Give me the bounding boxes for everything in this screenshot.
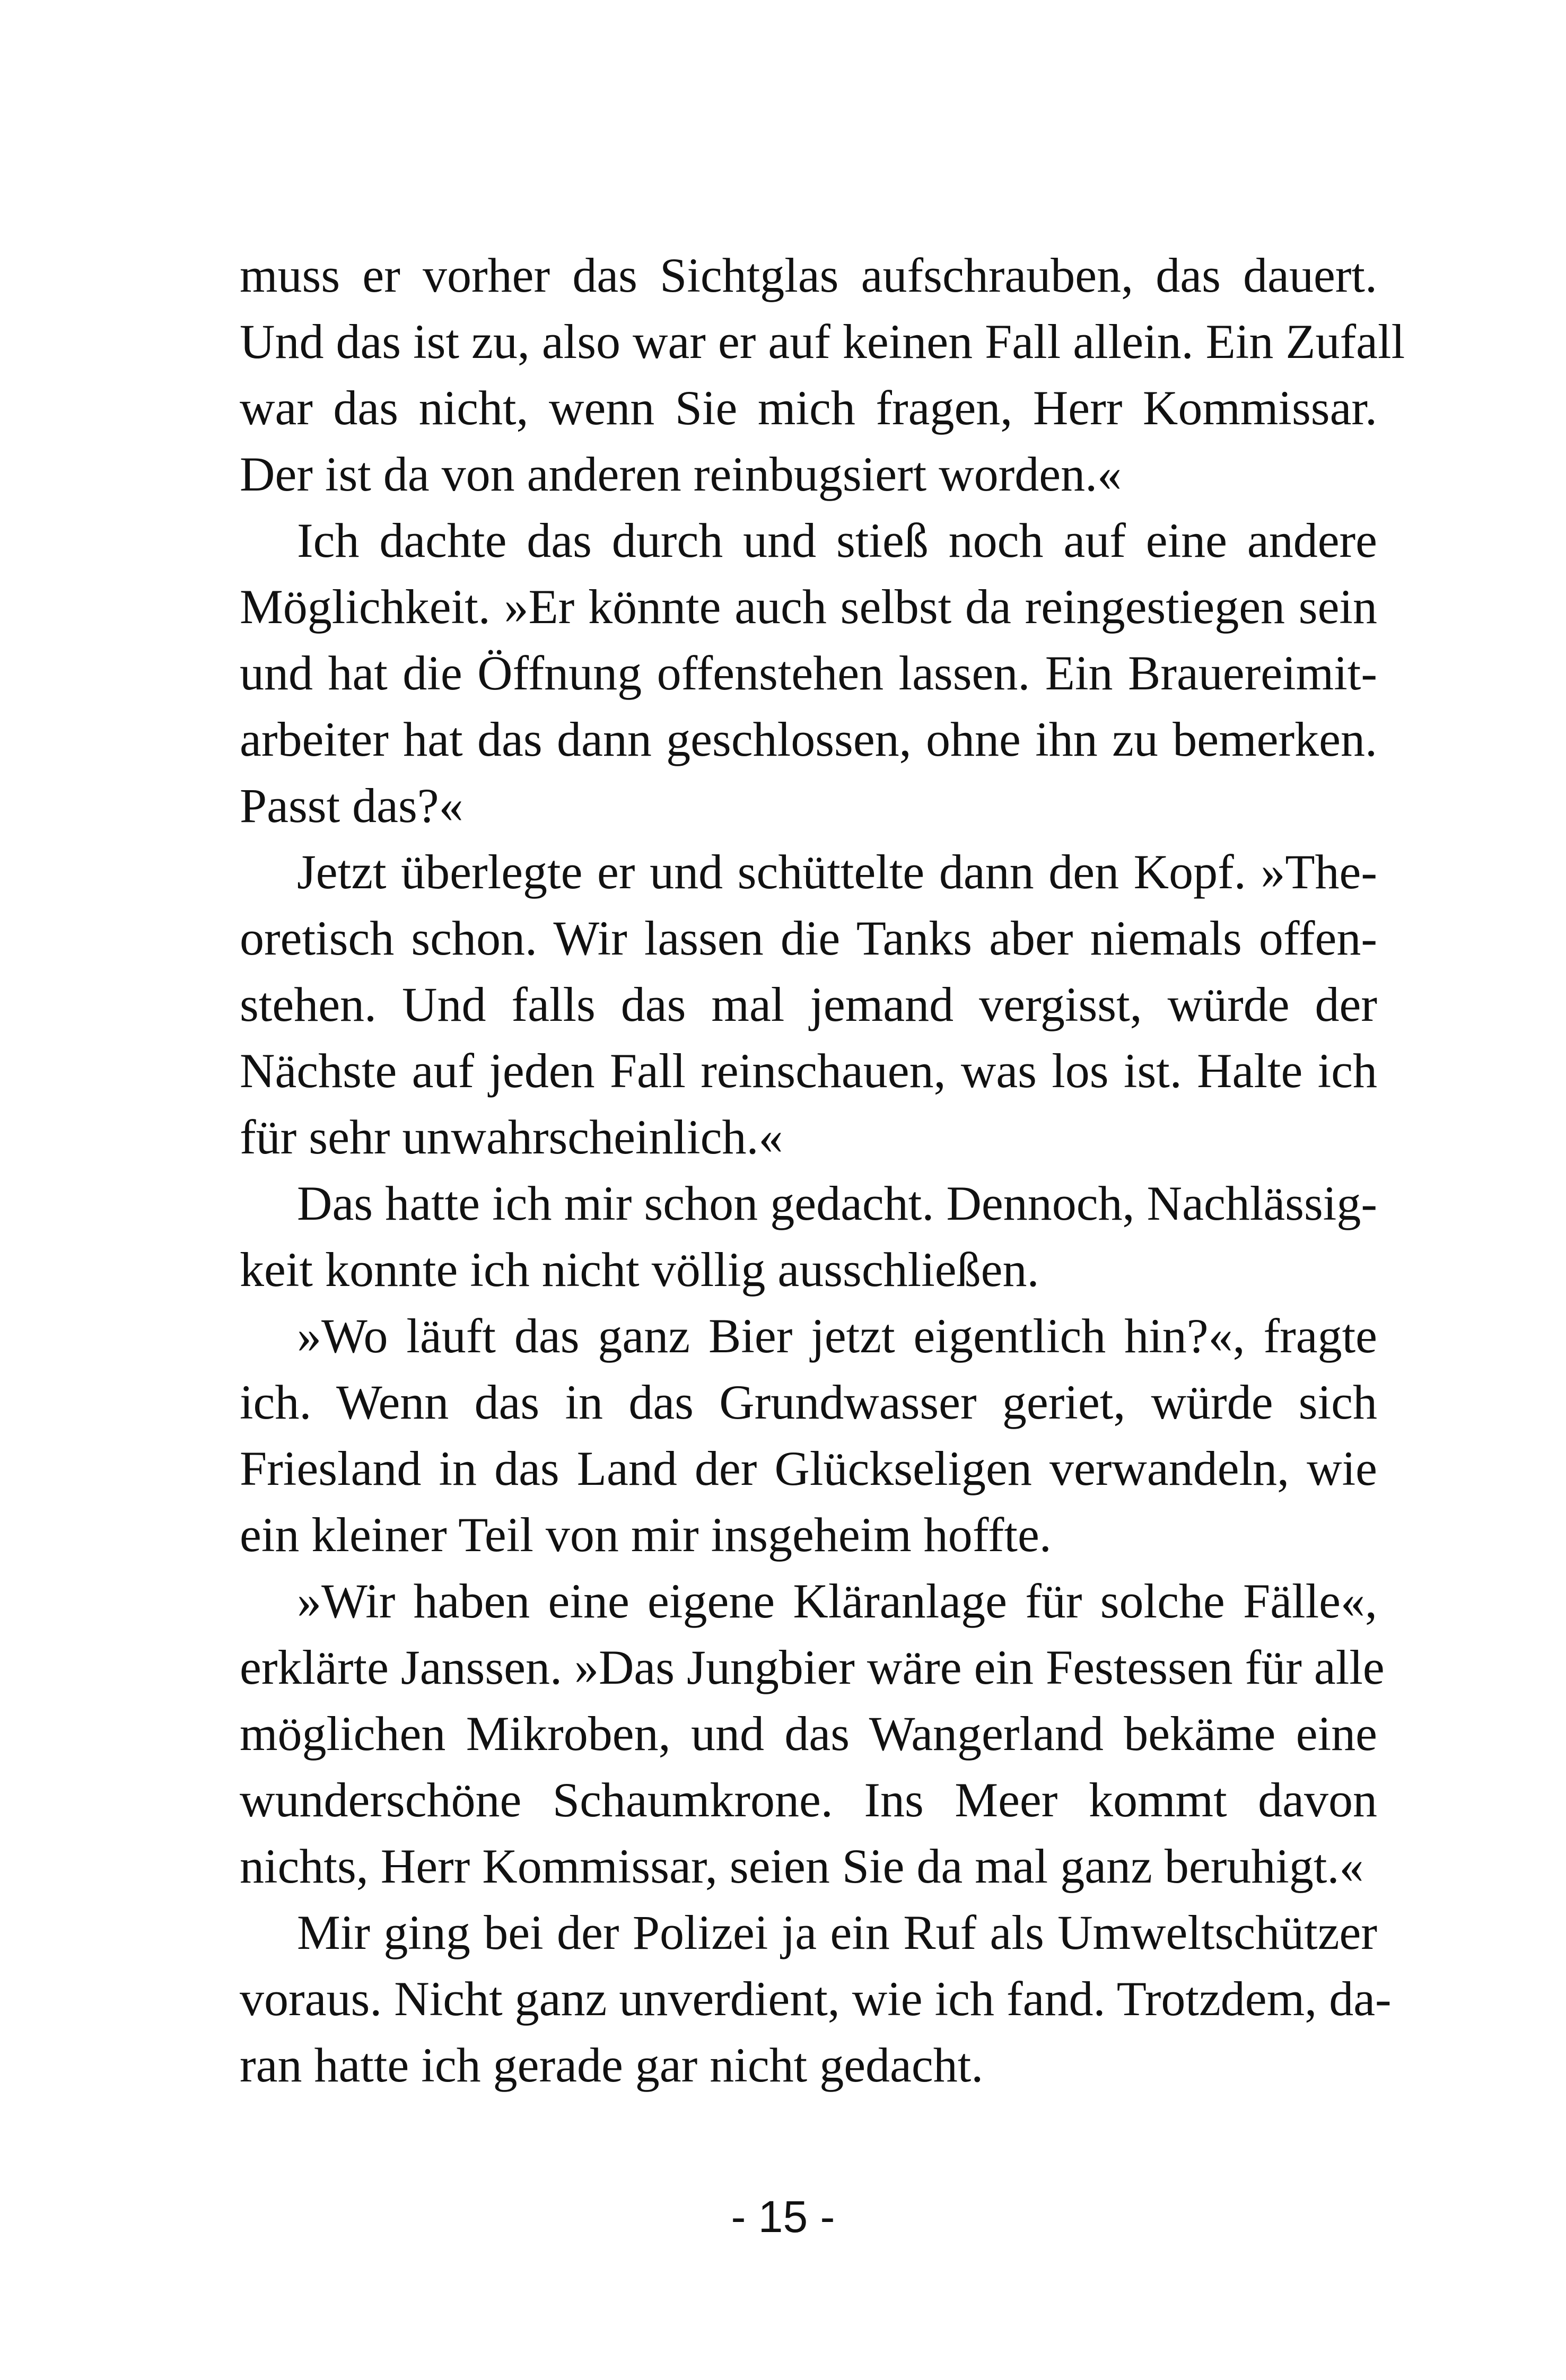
text-line: oretisch schon. Wir lassen die Tanks aber niemals offen- bbox=[240, 911, 1377, 965]
text-line: arbeiter hat das dann geschlossen, ohne ihn zu bemerken. bbox=[240, 712, 1377, 766]
text-line: und hat die Öffnung offenstehen lassen. Ein Brauereimit- bbox=[240, 646, 1377, 700]
text-line: ich. Wenn das in das Grundwasser geriet, würde sich bbox=[240, 1375, 1377, 1429]
paragraph-first-line: Mir ging bei der Polizei ja ein Ruf als Umweltschützer bbox=[297, 1905, 1377, 1959]
text-line: voraus. Nicht ganz unverdient, wie ich fand. Trotzdem, da- bbox=[240, 1972, 1392, 2026]
text-line: für sehr unwahrscheinlich.« bbox=[240, 1110, 783, 1164]
text-line: erklärte Janssen. »Das Jungbier wäre ein Festessen für alle bbox=[240, 1640, 1385, 1694]
paragraph-first-line: Jetzt überlegte er und schüttelte dann den Kopf. »The- bbox=[297, 845, 1377, 899]
text-line: Und das ist zu, also war er auf keinen Fall allein. Ein Zufall bbox=[240, 314, 1405, 369]
text-line: Nächste auf jeden Fall reinschauen, was los ist. Halte ich bbox=[240, 1044, 1377, 1098]
paragraph-first-line: Ich dachte das durch und stieß noch auf eine andere bbox=[297, 513, 1377, 567]
text-line: muss er vorher das Sichtglas aufschrauben, das dauert. bbox=[240, 248, 1377, 302]
text-line: ein kleiner Teil von mir insgeheim hoffte. bbox=[240, 1508, 1052, 1562]
text-line: möglichen Mikroben, und das Wangerland bekäme eine bbox=[240, 1707, 1377, 1761]
page-number: - 15 - bbox=[731, 2192, 835, 2242]
paragraph-first-line: Das hatte ich mir schon gedacht. Dennoch, Nachlässig- bbox=[297, 1176, 1377, 1230]
text-line: Passt das?« bbox=[240, 778, 463, 833]
text-line: ran hatte ich gerade gar nicht gedacht. bbox=[240, 2038, 984, 2092]
paragraph-first-line: »Wo läuft das ganz Bier jetzt eigentlich hin?«, fragte bbox=[297, 1309, 1377, 1363]
text-line: wunderschöne Schaumkrone. Ins Meer kommt davon bbox=[240, 1773, 1377, 1827]
text-line: war das nicht, wenn Sie mich fragen, Herr Kommissar. bbox=[240, 381, 1377, 435]
paragraph-first-line: »Wir haben eine eigene Kläranlage für solche Fälle«, bbox=[297, 1574, 1377, 1628]
body-text bbox=[240, 242, 1405, 2098]
text-line: stehen. Und falls das mal jemand vergisst, würde der bbox=[240, 977, 1377, 1031]
text-line: Der ist da von anderen reinbugsiert worden.« bbox=[240, 447, 1122, 501]
text-line: nichts, Herr Kommissar, seien Sie da mal ganz beruhigt.« bbox=[240, 1839, 1364, 1893]
text-line: keit konnte ich nicht völlig ausschließen. bbox=[240, 1242, 1039, 1297]
text-line: Friesland in das Land der Glückseligen verwandeln, wie bbox=[240, 1441, 1377, 1495]
text-line: Möglichkeit. »Er könnte auch selbst da reingestiegen sein bbox=[240, 580, 1377, 634]
